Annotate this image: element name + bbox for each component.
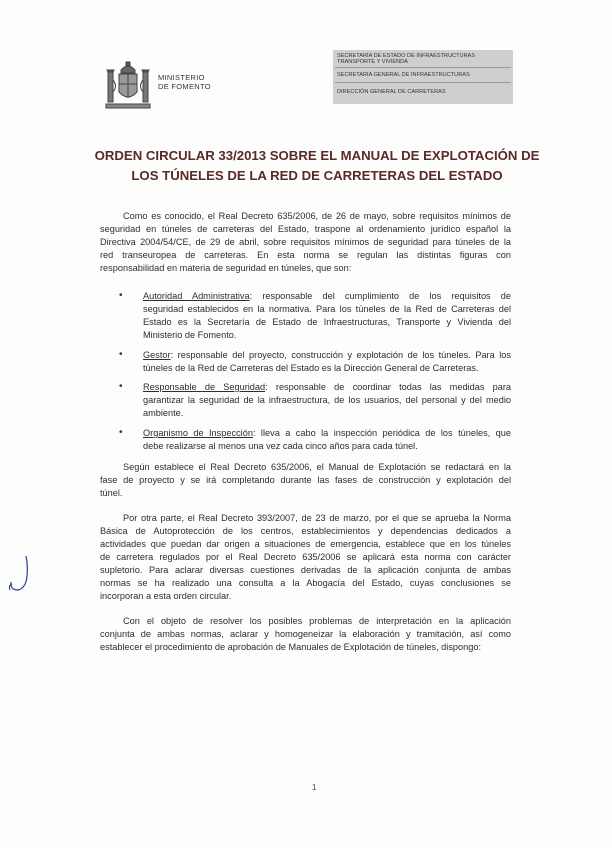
bullet-text: : lleva a cabo la inspección periódica de los túneles, que [252, 428, 511, 438]
paragraph-2-line: Según establece el Real Decreto 635/2006, el Manual de Explotación se redactará en la [123, 462, 511, 472]
bullet-3-line: garantizar la seguridad de la infraestructura, de los usuarios, del personal y del medio [143, 395, 511, 405]
stamp-line-2: TRANSPORTE Y VIVIENDA [337, 59, 408, 65]
stamp-divider [335, 67, 511, 68]
paragraph-3-line: de carretera regulados por el Real Decreto 635/2006 se aplicará esta norma con carácter [100, 552, 511, 562]
handwritten-mark-icon [2, 552, 36, 600]
stamp-line-4: DIRECCIÓN GENERAL DE CARRETERAS [337, 89, 446, 95]
ministry-line-1: MINISTERIO [158, 73, 205, 82]
document-title [60, 146, 574, 186]
paragraph-1-line: Como es conocido, el Real Decreto 635/2006, de 26 de mayo, sobre requisitos mínimos de [123, 211, 511, 221]
paragraph-3-line: normas se ha realizado una consulta a la Abogacía del Estado, cuyas conclusiones se [100, 578, 511, 588]
page-number: 1 [312, 783, 317, 792]
bullet-1-line [143, 290, 511, 302]
bullet-dot: • [119, 427, 123, 438]
bullet-text: : responsable del cumplimiento de los requisitos de [249, 291, 511, 301]
title-line-1: ORDEN CIRCULAR 33/2013 SOBRE EL MANUAL DE EXPLOTACIÓN DE [94, 148, 540, 163]
bullet-4-line: debe realizarse al menos una vez cada cinco años para cada túnel. [143, 441, 418, 451]
paragraph-3-line: incorporan a esta orden circular. [100, 591, 232, 601]
paragraph-3-line: actividades que puedan dar origen a situaciones de emergencia, establece que en los túneles [100, 539, 511, 549]
paragraph-1-line: seguridad en túneles de carreteras del Estado, traspone al ordenamiento jurídico español la [100, 224, 511, 234]
bullet-1-line: Estado es la Secretaría de Estado de Infraestructuras, Transporte y Vivienda del [143, 317, 511, 327]
bullet-2-line: túneles de la Red de Carreteras del Estado es la Dirección General de Carreteras. [143, 363, 479, 373]
stamp-divider [335, 82, 511, 83]
paragraph-3-line: Básica de Autoprotección de los centros, establecimientos y dependencias dedicados a [100, 526, 511, 536]
bullet-dot: • [119, 349, 123, 360]
stamp-line-3: SECRETARÍA GENERAL DE INFRAESTRUCTURAS [337, 72, 470, 78]
ministry-name [158, 73, 211, 91]
paragraph-4-line: conjunta de ambas normas, aclarar y homogeneizar la elaboración y tramitación, así como [100, 629, 511, 639]
bullet-3-line: ambiente. [143, 408, 184, 418]
bullet-text: : responsable del proyecto, construcción y explotación de los túneles. Para los [170, 350, 511, 360]
paragraph-3-line: supletorio. Para aclarar diversas cuestiones derivadas de la aplicación conjunta de ambas [100, 565, 511, 575]
bullet-term: Responsable de Seguridad [143, 382, 266, 392]
bullet-1-line: seguridad establecidos en la normativa. Para los túneles de la Red de Carreteras del [143, 304, 511, 314]
bullet-text: : responsable de coordinar todas las medidas para [265, 382, 511, 392]
title-line-2: LOS TÚNELES DE LA RED DE CARRETERAS DEL ESTADO [131, 168, 503, 183]
paragraph-3-line: Por otra parte, el Real Decreto 393/2007, de 23 de marzo, por el que se aprueba la Norma [123, 513, 511, 523]
paragraph-4-line: Con el objeto de resolver los posibles problemas de interpretación en la aplicación [123, 616, 511, 626]
bullet-2-line [143, 349, 511, 361]
coat-of-arms-icon [104, 60, 152, 112]
department-stamp [333, 50, 513, 104]
paragraph-1-line: red transeuropea de carreteras. En esta norma se regulan las distintas figuras con [100, 250, 511, 260]
stamp-line-1: SECRETARÍA DE ESTADO DE INFRAESTRUCTURAS [337, 53, 476, 59]
paragraph-4-line: establecer el procedimiento de aprobación de Manuales de Explotación de túneles, dispongo: [100, 642, 482, 652]
paragraph-2-line: túnel. [100, 488, 123, 498]
bullet-term: Organismo de Inspección [143, 428, 253, 438]
bullet-term: Autoridad Administrativa [143, 291, 250, 301]
paragraph-2-line: fase de proyecto y se irá completando durante las fases de construcción y explotación del [100, 475, 511, 485]
bullet-term: Gestor [143, 350, 171, 360]
bullet-3-line [143, 381, 511, 393]
bullet-4-line [143, 427, 511, 439]
paragraph-1-line: responsabilidad en materia de seguridad en túneles, que son: [100, 263, 352, 273]
ministry-line-2: DE FOMENTO [158, 82, 211, 91]
paragraph-1-line: Directiva 2004/54/CE, de 29 de abril, sobre requisitos mínimos de seguridad para túneles de la [100, 237, 511, 247]
bullet-1-line: Ministerio de Fomento. [143, 330, 237, 340]
bullet-dot: • [119, 381, 123, 392]
bullet-dot: • [119, 290, 123, 301]
